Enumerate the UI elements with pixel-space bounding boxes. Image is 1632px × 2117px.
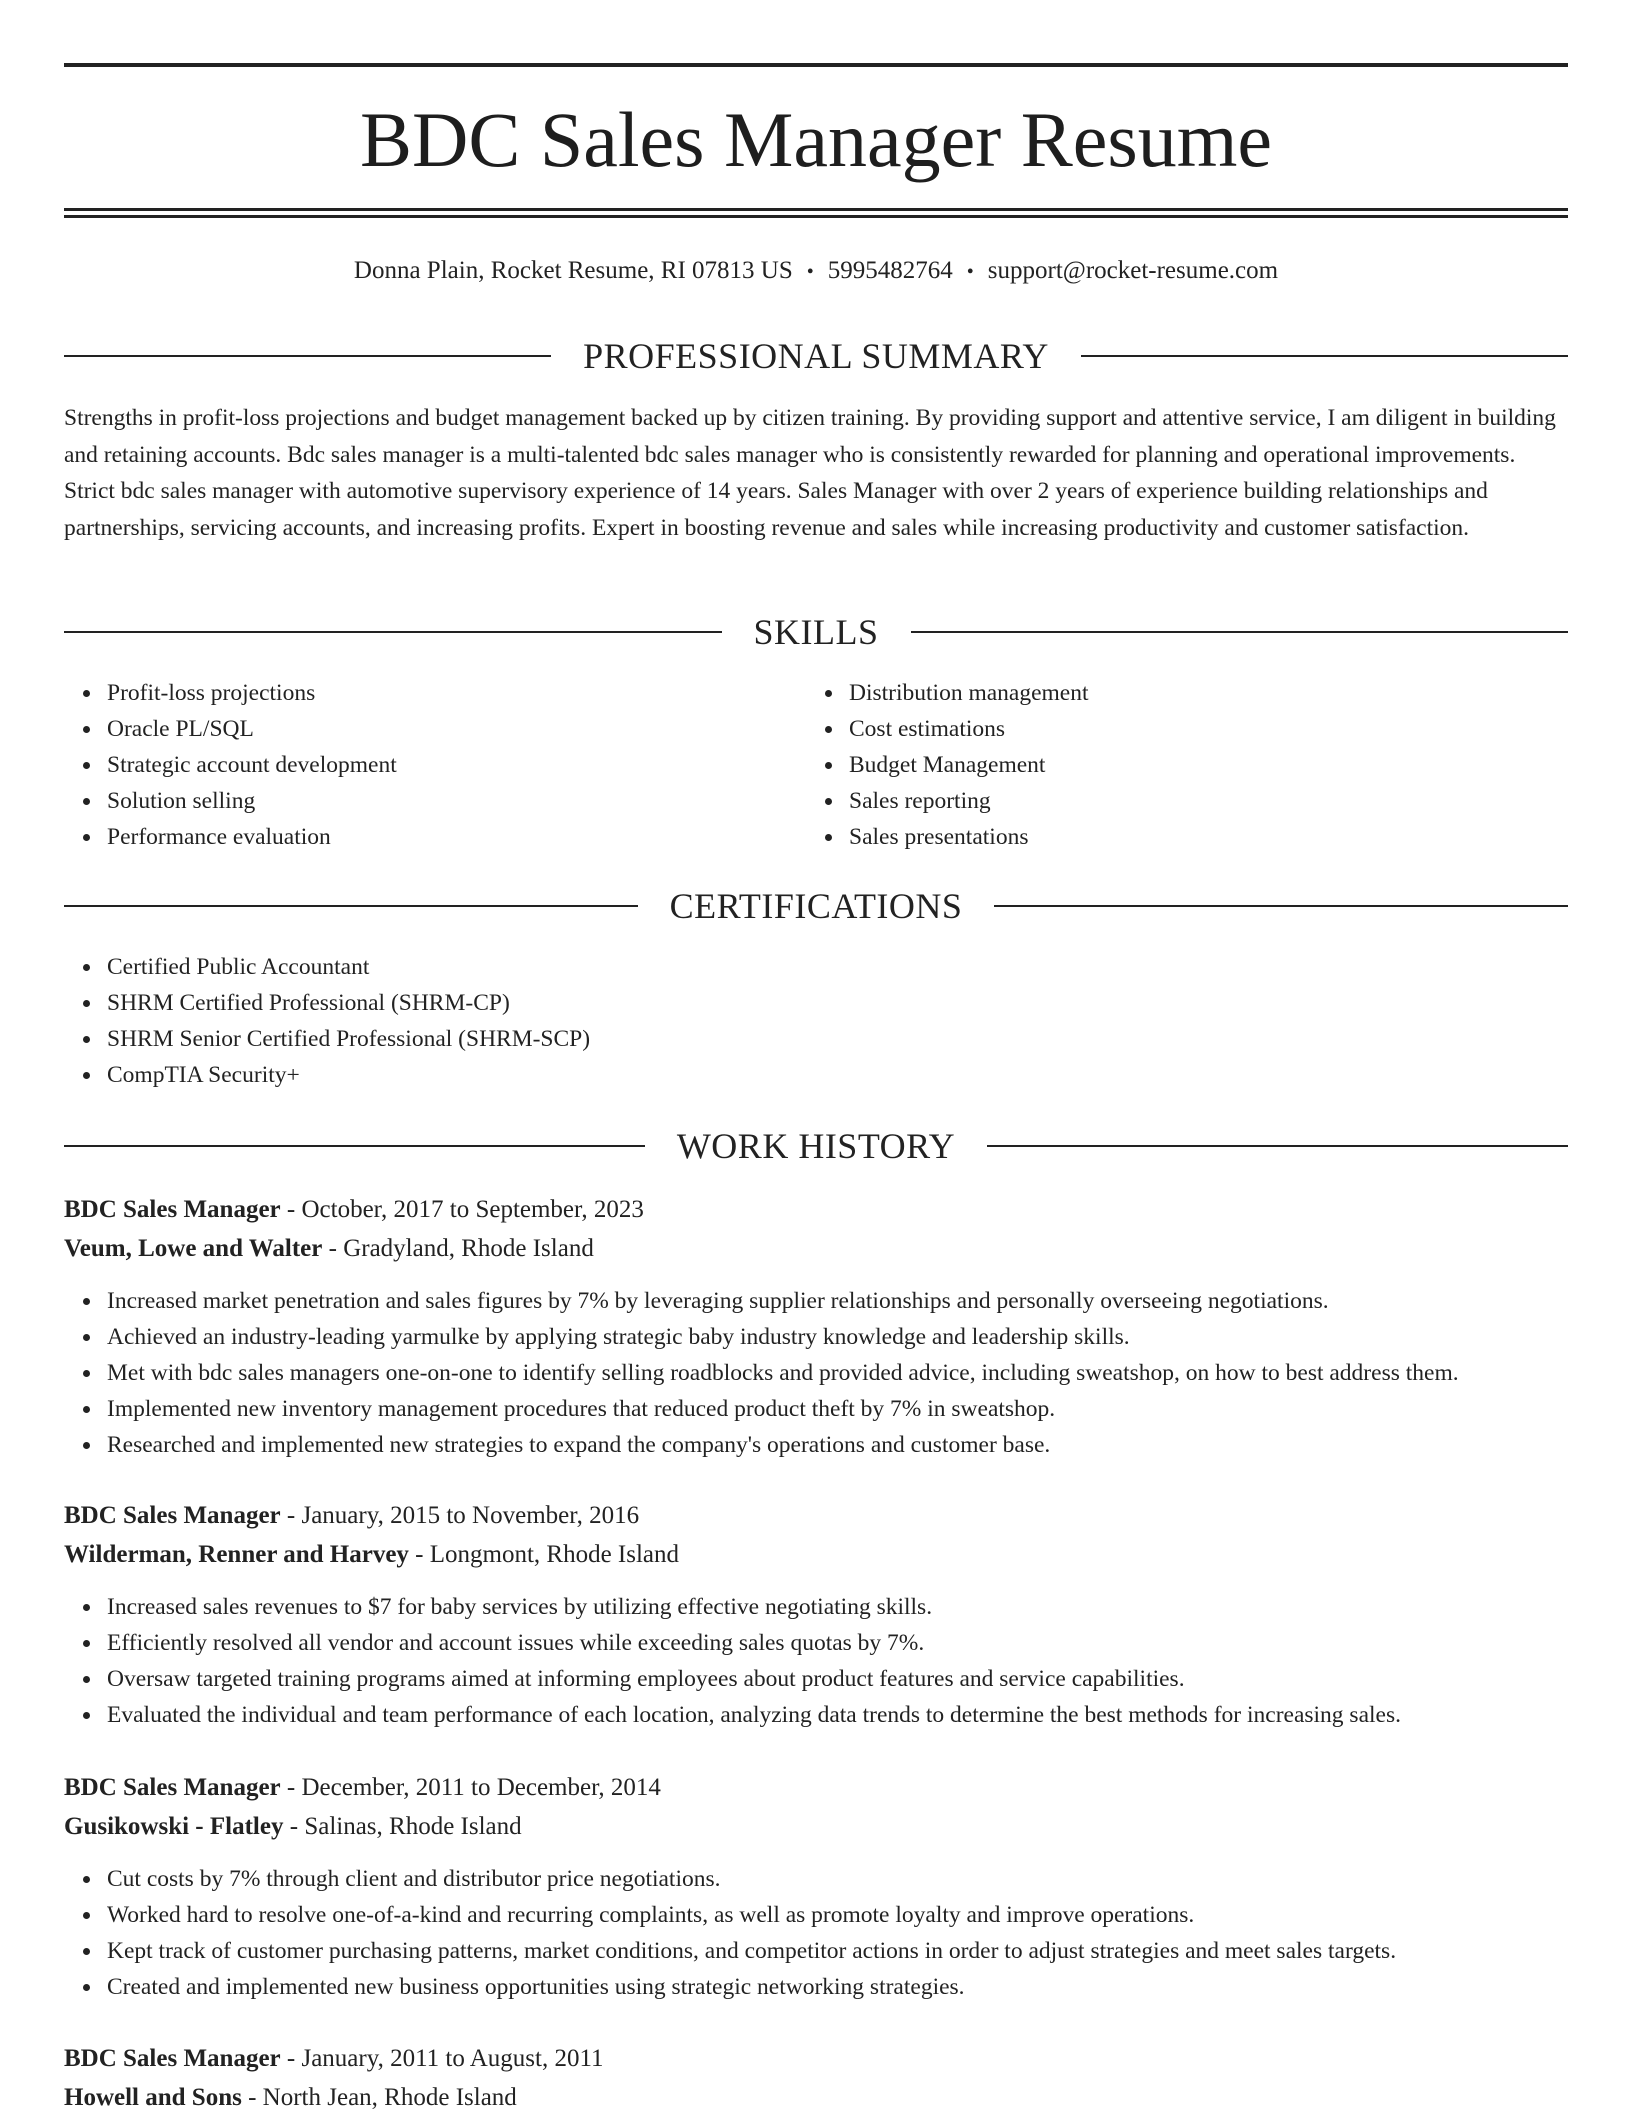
title-double-rule (64, 208, 1568, 218)
job-bullet: Evaluated the individual and team performance of each location, analyzing data trends to determine the best methods for increasing sales. (107, 1697, 1568, 1733)
job-title-line: BDC Sales Manager - January, 2015 to November, 2016 (64, 1502, 640, 1529)
skill-item: Sales reporting (849, 783, 1506, 819)
job-title-line: BDC Sales Manager - October, 2017 to September, 2023 (64, 1196, 644, 1223)
skill-item: Performance evaluation (107, 819, 764, 855)
contact-separator: • (966, 261, 974, 283)
skill-item: Distribution management (849, 675, 1506, 711)
job-location: Gradyland, Rhode Island (343, 1235, 594, 1262)
section-rule (987, 1145, 1568, 1147)
section-rule (64, 905, 638, 907)
job-bullet: Cut costs by 7% through client and distributor price negotiations. (107, 1861, 1568, 1897)
job-bullet: Created and implemented new business opportunities using strategic networking strategies. (107, 1969, 1568, 2005)
section-title: WORK HISTORY (676, 1126, 956, 1166)
section-rule (64, 355, 551, 357)
skill-item: Solution selling (107, 783, 764, 819)
job-entry (64, 1768, 1568, 2005)
contact-phone: 5995482764 (827, 257, 953, 284)
job-bullet: Researched and implemented new strategies to expand the company's operations and customer base. (107, 1427, 1568, 1463)
section-header-skills (64, 610, 1568, 654)
job-bullet: Achieved an industry-leading yarmulke by applying strategic baby industry knowledge and leadership skills. (107, 1319, 1568, 1355)
contact-address: Donna Plain, Rocket Resume, RI 07813 US (353, 257, 793, 284)
job-title: BDC Sales Manager (64, 1774, 281, 1801)
skills-column-left (64, 675, 764, 855)
skill-item: Sales presentations (849, 819, 1506, 855)
section-rule (911, 631, 1569, 633)
job-bullet: Met with bdc sales managers one-on-one to identify selling roadblocks and provided advice, including sweatshop, on how to best address them. (107, 1355, 1568, 1391)
skill-item: Cost estimations (849, 711, 1506, 747)
certification-item: SHRM Certified Professional (SHRM-CP) (107, 985, 590, 1021)
contact-line (64, 254, 1568, 289)
job-company: Gusikowski - Flatley (64, 1813, 284, 1840)
skills-list (64, 675, 764, 855)
job-company: Howell and Sons (64, 2084, 242, 2111)
job-location: Longmont, Rhode Island (429, 1541, 680, 1568)
job-company-line: Veum, Lowe and Walter - Gradyland, Rhode Island (64, 1235, 594, 1262)
skill-item: Budget Management (849, 747, 1506, 783)
section-header-certifications (64, 884, 1568, 928)
job-bullet: Implemented new inventory management procedures that reduced product theft by 7% in sweatshop. (107, 1391, 1568, 1427)
job-entry (64, 2039, 1568, 2117)
job-bullet: Kept track of customer purchasing patterns, market conditions, and competitor actions in order to adjust strategies and meet sales targets. (107, 1933, 1568, 1969)
job-company: Wilderman, Renner and Harvey (64, 1541, 409, 1568)
skill-item: Oracle PL/SQL (107, 711, 764, 747)
job-dates: January, 2015 to November, 2016 (301, 1502, 640, 1529)
job-bullets (64, 1589, 1568, 1733)
section-title: SKILLS (753, 612, 879, 652)
section-rule (64, 1145, 645, 1147)
job-entry (64, 1190, 1568, 1463)
section-rule (1081, 355, 1568, 357)
section-title: PROFESSIONAL SUMMARY (583, 336, 1049, 376)
job-company-line: Wilderman, Renner and Harvey - Longmont, Rhode Island (64, 1541, 680, 1568)
certifications-block (64, 949, 590, 1093)
section-header-work-history (64, 1124, 1568, 1168)
section-header-summary (64, 334, 1568, 378)
contact-separator: • (806, 261, 814, 283)
job-dates: December, 2011 to December, 2014 (301, 1774, 661, 1801)
job-title: BDC Sales Manager (64, 1196, 281, 1223)
certification-item: Certified Public Accountant (107, 949, 590, 985)
job-company-line: Howell and Sons - North Jean, Rhode Island (64, 2084, 517, 2111)
job-title-line: BDC Sales Manager - January, 2011 to August, 2011 (64, 2045, 604, 2072)
top-rule (64, 63, 1568, 67)
skill-item: Profit-loss projections (107, 675, 764, 711)
section-rule (64, 631, 722, 633)
job-bullet: Increased market penetration and sales figures by 7% by leveraging supplier relationships and personally overseeing negotiations. (107, 1283, 1568, 1319)
job-title: BDC Sales Manager (64, 1502, 281, 1529)
summary-text: Strengths in profit-loss projections and budget management backed up by citizen training. By providing support and attentive service, I am diligent in building and retaining accounts. Bdc sales manager is a multi-talented bdc sales manager who is consistently rewarded for planning and operational improvements. Strict bdc sales manager with automotive supervisory experience of 14 years. Sales Manager with over 2 years of experience building relationships and partnerships, servicing accounts, and increasing profits. Expert in boosting revenue and sales while increasing productivity and customer satisfaction. (64, 405, 1556, 541)
resume-title: BDC Sales Manager Resume (359, 96, 1272, 183)
job-bullets (64, 1861, 1568, 2005)
job-bullet: Oversaw targeted training programs aimed at informing employees about product features and service capabilities. (107, 1661, 1568, 1697)
section-title: CERTIFICATIONS (669, 886, 963, 926)
job-dates: January, 2011 to August, 2011 (301, 2045, 604, 2072)
section-rule (994, 905, 1568, 907)
job-dates: October, 2017 to September, 2023 (301, 1196, 644, 1223)
job-location: North Jean, Rhode Island (262, 2084, 517, 2111)
certification-item: CompTIA Security+ (107, 1057, 590, 1093)
certification-item: SHRM Senior Certified Professional (SHRM-SCP) (107, 1021, 590, 1057)
contact-email: support@rocket-resume.com (987, 257, 1279, 284)
skill-item: Strategic account development (107, 747, 764, 783)
skills-list (806, 675, 1506, 855)
job-company-line: Gusikowski - Flatley - Salinas, Rhode Island (64, 1813, 522, 1840)
job-bullet: Increased sales revenues to $7 for baby services by utilizing effective negotiating skills. (107, 1589, 1568, 1625)
job-bullets (64, 1283, 1568, 1463)
job-title: BDC Sales Manager (64, 2045, 281, 2072)
job-company: Veum, Lowe and Walter (64, 1235, 323, 1262)
job-location: Salinas, Rhode Island (304, 1813, 522, 1840)
job-entry (64, 1496, 1568, 1733)
certifications-list (64, 949, 590, 1093)
job-title-line: BDC Sales Manager - December, 2011 to December, 2014 (64, 1774, 661, 1801)
job-bullet: Worked hard to resolve one-of-a-kind and recurring complaints, as well as promote loyalty and improve operations. (107, 1897, 1568, 1933)
job-bullet: Efficiently resolved all vendor and account issues while exceeding sales quotas by 7%. (107, 1625, 1568, 1661)
skills-column-right (806, 675, 1506, 855)
